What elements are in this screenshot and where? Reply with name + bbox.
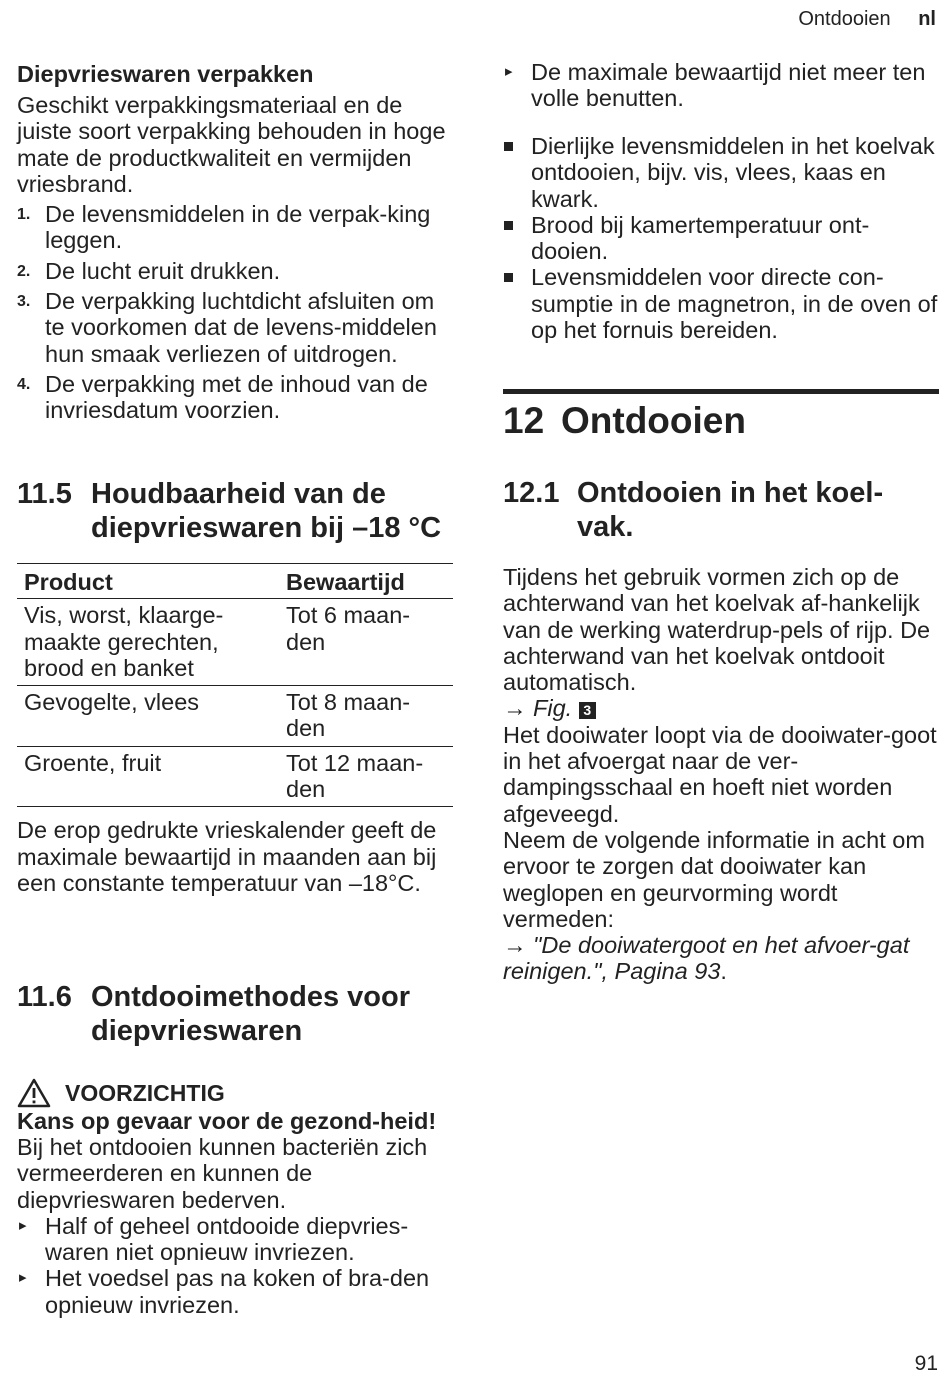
thawing-paragraph-2: Het dooiwater loopt via de dooiwater-goot in het afvoergat naar de ver-dampingsschaal en hoeft niet worden afgeveegd. xyxy=(503,721,937,827)
cross-reference-link[interactable]: "De dooiwatergoot en het afvoer-gat reinigen.", Pagina 93 xyxy=(503,932,910,985)
packaging-steps xyxy=(17,201,453,423)
step-number: 1. xyxy=(17,206,31,224)
bullet-square-icon xyxy=(504,142,513,151)
table-cell-storage-time: Tot 8 maan-den xyxy=(279,686,453,747)
section-11-5 xyxy=(17,477,453,896)
list-item-text: Levensmiddelen voor directe con-sumptie in de magnetron, in de oven of op het fornuis bereiden. xyxy=(531,264,938,344)
chapter-number: 12 xyxy=(503,400,545,441)
list-item xyxy=(17,1265,453,1318)
warning-text: Bij het ontdooien kunnen bacteriën zich vermeerderen en kunnen de diepvrieswaren bederven. xyxy=(17,1134,428,1213)
list-item-text: Brood bij kamertemperatuur ont-dooien. xyxy=(531,211,870,265)
table-cell-storage-time: Tot 12 maan-den xyxy=(279,746,453,807)
header-section-title: Ontdooien xyxy=(798,8,891,30)
arrow-right-icon: → xyxy=(503,695,527,722)
table-row xyxy=(17,599,453,686)
caution-label xyxy=(17,1078,453,1108)
warning-triangle-icon xyxy=(17,1078,51,1108)
table-header-storage-time: Bewaartijd xyxy=(279,564,453,599)
bullet-square-icon xyxy=(504,273,513,282)
freeze-calendar-note: De erop gedrukte vrieskalender geeft de maximale bewaartijd in maanden aan bij een constante temperatuur van –18°C. xyxy=(17,817,437,896)
section-title: Ontdooimethodes voor diepvrieswaren xyxy=(91,981,410,1047)
figure-link-text: Fig. xyxy=(533,695,573,722)
packaging-step xyxy=(17,371,453,424)
bullet-triangle-icon: ▸ xyxy=(19,1216,27,1234)
section-number: 12.1 xyxy=(503,477,560,509)
table-cell-storage-time: Tot 6 maan-den xyxy=(279,599,453,686)
bullet-triangle-icon: ▸ xyxy=(19,1269,27,1287)
section-11-6-heading xyxy=(17,980,453,1048)
step-number: 4. xyxy=(17,375,31,393)
table-cell-product: Vis, worst, klaarge-maakte gerechten, brood en banket xyxy=(17,599,279,686)
step-text: De lucht eruit drukken. xyxy=(45,257,281,284)
step-text: De levensmiddelen in de verpak-king leggen. xyxy=(45,201,431,254)
packaging-step xyxy=(17,201,453,254)
thaw-instructions xyxy=(17,1213,453,1318)
section-11-5-heading xyxy=(17,477,453,545)
step-number: 3. xyxy=(17,293,31,311)
table-header-product: Product xyxy=(17,564,279,599)
packaging-section xyxy=(17,60,453,424)
bullet-square-icon xyxy=(504,221,513,230)
packaging-intro: Geschikt verpakkingsmateriaal en de juiste soort verpakking behouden in hoge mate de productkwaliteit en vermijden vriesbrand. xyxy=(17,92,446,197)
table-row xyxy=(17,686,453,747)
list-item xyxy=(503,133,939,212)
list-item-text: Half of geheel ontdooide diepvries-waren niet opnieuw invriezen. xyxy=(45,1212,409,1266)
list-item-text: De maximale bewaartijd niet meer ten volle benutten. xyxy=(531,59,926,112)
list-item xyxy=(503,59,939,112)
chapter-12 xyxy=(503,389,939,442)
list-item xyxy=(503,264,939,343)
step-number: 2. xyxy=(17,262,31,280)
cleaning-cross-reference[interactable] xyxy=(503,932,939,985)
figure-number-badge: 3 xyxy=(579,702,596,719)
table-header-row xyxy=(17,564,453,599)
table-row xyxy=(17,746,453,807)
page-number: 91 xyxy=(914,1352,938,1375)
caution-text: VOORZICHTIG xyxy=(65,1079,225,1106)
chapter-rule xyxy=(503,389,939,394)
packaging-heading: Diepvrieswaren verpakken xyxy=(17,61,314,87)
page-header xyxy=(798,8,936,31)
section-11-6 xyxy=(17,980,453,1318)
continued-bullets xyxy=(503,59,939,112)
arrow-right-icon: → xyxy=(503,932,527,959)
cross-reference-period: . xyxy=(720,958,727,985)
thawing-paragraph-1: Tijdens het gebruik vormen zich op de achterwand van het koelvak af-hankelijk van de werking waterdrup-pels of rijp. De achterwand van het koelvak ontdooit automatisch. xyxy=(503,564,931,696)
step-text: De verpakking luchtdicht afsluiten om te voorkomen dat de levens-middelen hun smaak verliezen of uitdrogen. xyxy=(45,288,437,367)
list-item xyxy=(503,212,939,265)
step-text: De verpakking met de inhoud van de invriesdatum voorzien. xyxy=(45,370,428,424)
warning-title: Kans op gevaar voor de gezond-heid! xyxy=(17,1108,437,1134)
section-12-1 xyxy=(503,476,939,985)
section-12-1-heading xyxy=(503,476,939,544)
list-item xyxy=(17,1213,453,1266)
section-title: Ontdooien in het koel-vak. xyxy=(577,477,884,543)
section-number: 11.6 xyxy=(17,981,72,1013)
header-language: nl xyxy=(918,8,936,30)
storage-table xyxy=(17,563,453,807)
chapter-title: Ontdooien xyxy=(561,400,746,441)
list-item-text: Het voedsel pas na koken of bra-den opnieuw invriezen. xyxy=(45,1265,430,1318)
table-cell-product: Groente, fruit xyxy=(17,746,279,807)
packaging-step xyxy=(17,258,453,284)
packaging-step xyxy=(17,288,453,367)
thawing-paragraph-3: Neem de volgende informatie in acht om ervoor te zorgen dat dooiwater kan weglopen en geurvorming wordt vermeden: xyxy=(503,826,925,932)
bullet-triangle-icon: ▸ xyxy=(505,63,513,80)
table-cell-product: Gevogelte, vlees xyxy=(17,686,279,747)
figure-reference[interactable] xyxy=(503,695,939,721)
chapter-heading xyxy=(503,400,939,442)
thawing-methods-list xyxy=(503,133,939,343)
section-number: 11.5 xyxy=(17,478,72,510)
list-item-text: Dierlijke levensmiddelen in het koelvak ontdooien, bijv. vis, vlees, kaas en kwark. xyxy=(531,133,935,212)
section-title: Houdbaarheid van de diepvrieswaren bij –18 °C xyxy=(91,478,442,544)
